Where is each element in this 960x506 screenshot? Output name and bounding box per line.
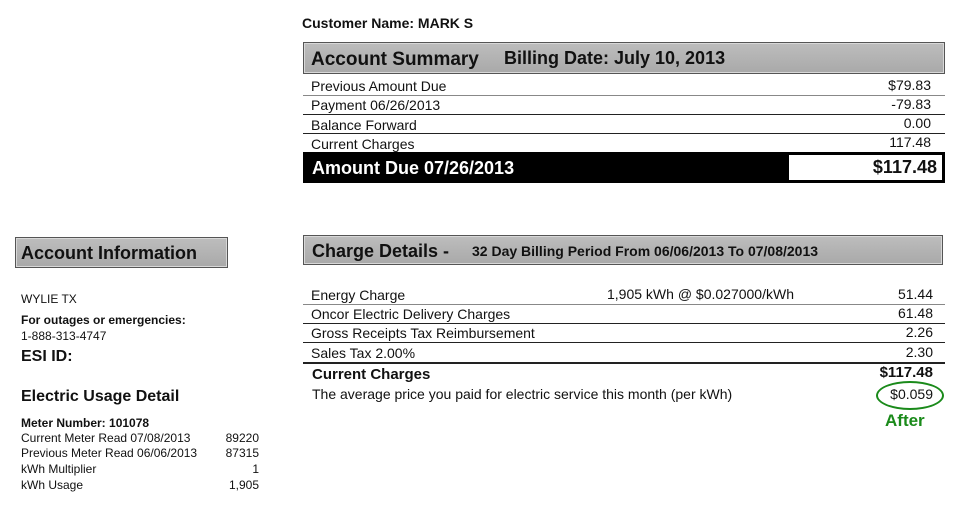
charge-details-title: Charge Details - <box>312 241 450 261</box>
meter-number: Meter Number: 101078 <box>21 416 150 430</box>
charge-row-value: 2.30 <box>905 344 933 360</box>
usage-row-value: 1,905 <box>228 478 259 492</box>
amount-due-value-box <box>789 155 942 180</box>
account-summary-title: Account Summary <box>311 49 479 70</box>
amount-due-label: Amount Due 07/26/2013 <box>312 158 515 178</box>
summary-row-current-label: Current Charges <box>311 136 415 152</box>
usage-row-value: 87315 <box>225 446 259 460</box>
avg-price-value: $0.059 <box>890 386 933 402</box>
charge-details-header <box>303 235 943 265</box>
summary-divider <box>303 95 945 96</box>
usage-row-label: Previous Meter Read 06/06/2013 <box>21 446 198 460</box>
amount-due-value: $117.48 <box>872 157 937 177</box>
avg-price-label: The average price you paid for electric service this month (per kWh) <box>312 386 733 402</box>
billing-date: Billing Date: July 10, 2013 <box>504 48 726 68</box>
charge-row-label: Oncor Electric Delivery Charges <box>311 306 511 322</box>
summary-row-payment-label: Payment 06/26/2013 <box>311 97 441 113</box>
summary-divider <box>303 114 945 115</box>
customer-name-label: Customer Name: <box>302 15 415 31</box>
summary-row-previous-value: $79.83 <box>888 77 931 93</box>
summary-row-balance-value: 0.00 <box>903 115 931 131</box>
summary-divider <box>303 133 945 134</box>
billing-period: 32 Day Billing Period From 06/06/2013 To 07/08/2013 <box>472 243 819 259</box>
account-info-header <box>15 237 228 268</box>
usage-row-label: kWh Usage <box>21 478 84 492</box>
current-charges-label: Current Charges <box>312 366 431 383</box>
summary-row-payment-value: -79.83 <box>891 96 931 112</box>
charge-divider <box>303 362 945 364</box>
usage-detail-title: Electric Usage Detail <box>21 388 180 405</box>
usage-row-value: 89220 <box>225 431 259 445</box>
charge-row-value: 51.44 <box>897 286 933 302</box>
outage-label: For outages or emergencies: <box>21 313 186 327</box>
charge-row-label: Energy Charge <box>311 287 406 303</box>
charge-row-value: 61.48 <box>897 305 933 321</box>
amount-due-bar <box>303 152 945 183</box>
charge-divider <box>303 304 945 305</box>
outage-phone: 1-888-313-4747 <box>21 329 107 343</box>
customer-name <box>302 15 473 31</box>
after-annotation: After <box>885 411 925 430</box>
usage-row-label: kWh Multiplier <box>21 462 97 476</box>
charge-row-value: 2.26 <box>905 324 933 340</box>
charge-row-label: Sales Tax 2.00% <box>311 345 416 361</box>
summary-row-current-value: 117.48 <box>889 134 931 150</box>
esi-id-label: ESI ID: <box>21 348 73 365</box>
current-charges-total: $117.48 <box>879 364 933 381</box>
account-city: WYLIE TX <box>21 292 77 306</box>
account-info-title: Account Information <box>21 243 197 263</box>
summary-row-previous-label: Previous Amount Due <box>311 78 447 94</box>
customer-name-value: MARK S <box>417 15 474 31</box>
charge-row-label: Gross Receipts Tax Reimbursement <box>311 325 535 341</box>
summary-row-balance-label: Balance Forward <box>311 117 417 133</box>
charge-divider <box>303 342 945 343</box>
usage-row-label: Current Meter Read 07/08/2013 <box>21 431 191 445</box>
charge-row-detail: 1,905 kWh @ $0.027000/kWh <box>607 286 794 302</box>
charge-divider <box>303 323 945 324</box>
account-summary-header <box>303 42 945 74</box>
usage-row-value: 1 <box>252 462 259 476</box>
